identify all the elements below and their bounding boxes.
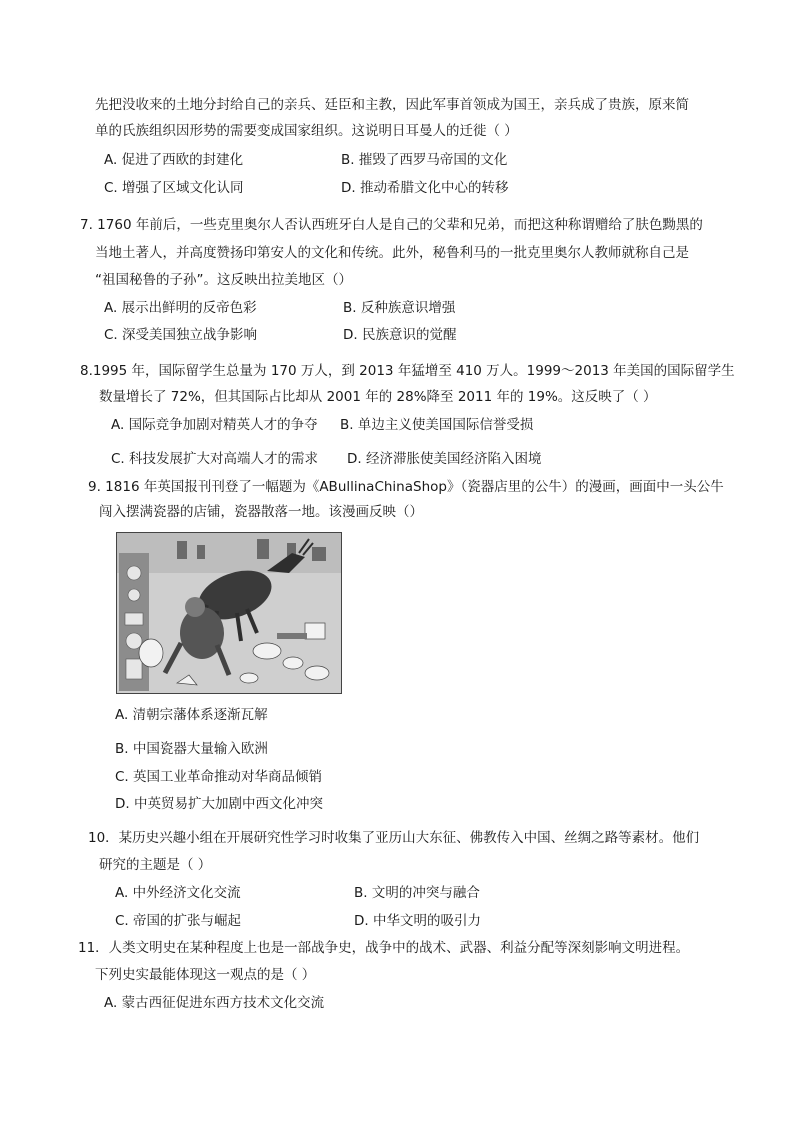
q9-option-c: C. 英国工业革命推动对华商品倾销 (115, 769, 323, 785)
bull-in-china-shop-cartoon (116, 532, 342, 694)
q10-option-d: D. 中华文明的吸引力 (354, 913, 481, 929)
q11-line-2: 下列史实最能体现这一观点的是（ ） (95, 967, 316, 983)
intro-option-a: A. 促进了西欧的封建化 (104, 152, 244, 168)
q8-line-2: 数量增长了 72%，但其国际占比却从 2001 年的 28%降至 2011 年的 19%。这反映了（ ） (99, 389, 657, 405)
intro-option-b: B. 摧毁了西罗马帝国的文化 (341, 152, 508, 168)
q10-option-c: C. 帝国的扩张与崛起 (115, 913, 242, 929)
q10-line-2: 研究的主题是（ ） (99, 857, 212, 873)
q8-option-b: B. 单边主义使美国国际信誉受损 (340, 417, 534, 433)
q9-line-2: 闯入摆满瓷器的店铺，瓷器散落一地。该漫画反映（） (99, 504, 423, 520)
q9-option-d: D. 中英贸易扩大加剧中西文化冲突 (115, 796, 323, 812)
q7-option-d: D. 民族意识的觉醒 (343, 327, 457, 343)
intro-line-2: 单的氏族组织因形势的需要变成国家组织。这说明日耳曼人的迁徙（ ） (95, 123, 518, 139)
q7-option-b: B. 反种族意识增强 (343, 300, 456, 316)
intro-option-d: D. 推动希腊文化中心的转移 (341, 180, 509, 196)
q9-line-1: 9. 1816 年英国报刊刊登了一幅题为《ABullinaChinaShop》（瓷器店里的公牛）的漫画，画面中一头公牛 (88, 479, 724, 495)
q8-option-c: C. 科技发展扩大对高端人才的需求 (111, 451, 319, 467)
intro-option-c: C. 增强了区域文化认同 (104, 180, 244, 196)
q9-option-a: A. 清朝宗藩体系逐渐瓦解 (115, 707, 268, 723)
q9-option-b: B. 中国瓷器大量输入欧洲 (115, 741, 268, 757)
q11-line-1: 11．人类文明史在某种程度上也是一部战争史，战争中的战术、武器、利益分配等深刻影响文明进程。 (78, 940, 690, 956)
q7-option-c: C. 深受美国独立战争影响 (104, 327, 258, 343)
q10-line-1: 10．某历史兴趣小组在开展研究性学习时收集了亚历山大东征、佛教传入中国、丝绸之路等素材。他们 (88, 830, 700, 846)
q7-line-2: 当地土著人，并高度赞扬印第安人的文化和传统。此外，秘鲁利马的一批克里奥尔人教师就称自己是 (95, 245, 689, 261)
intro-line-1: 先把没收来的土地分封给自己的亲兵、廷臣和主教，因此军事首领成为国王，亲兵成了贵族，原来简 (95, 97, 689, 113)
q7-line-1: 7. 1760 年前后，一些克里奥尔人否认西班牙白人是自己的父辈和兄弟，而把这种称谓赠给了肤色黝黑的 (80, 217, 703, 233)
q8-line-1: 8.1995 年，国际留学生总量为 170 万人，到 2013 年猛增至 410 万人。1999～2013 年美国的国际留学生 (80, 363, 735, 379)
q10-option-a: A. 中外经济文化交流 (115, 885, 241, 901)
q8-option-d: D. 经济滞胀使美国经济陷入困境 (347, 451, 542, 467)
q8-option-a: A. 国际竞争加剧对精英人才的争夺 (111, 417, 318, 433)
q7-line-3: “祖国秘鲁的子孙”。这反映出拉美地区（） (95, 272, 352, 288)
q11-option-a: A. 蒙古西征促进东西方技术文化交流 (104, 995, 325, 1011)
q10-option-b: B. 文明的冲突与融合 (354, 885, 480, 901)
q7-option-a: A. 展示出鲜明的反帝色彩 (104, 300, 257, 316)
